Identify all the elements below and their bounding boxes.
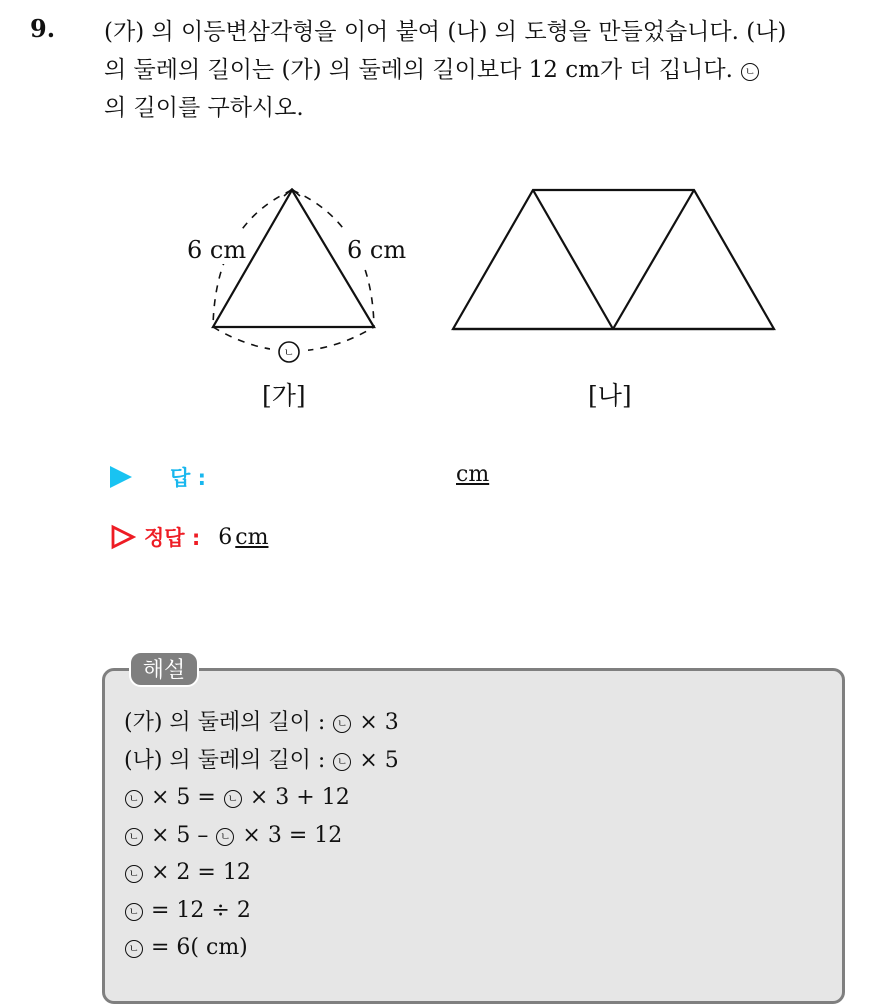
explanation-line-3 — [124, 779, 399, 817]
answer-row — [110, 462, 206, 492]
explanation-lines — [124, 704, 399, 967]
question-text — [104, 13, 864, 127]
text-part: × 3 — [359, 710, 399, 735]
explanation-line-7 — [124, 929, 399, 967]
text-part: × 2 = 12 — [151, 860, 251, 885]
outline-arrow-icon — [110, 524, 136, 550]
explanation-line-6 — [124, 892, 399, 930]
text-part: = 12 ÷ 2 — [151, 897, 251, 923]
text-part: (나) 의 둘레의 길이 : — [124, 747, 326, 773]
correct-unit: cm — [235, 524, 269, 550]
circled-nieun-symbol: ㄴ — [125, 828, 143, 846]
question-line-3: 의 길이를 구하시오. — [104, 95, 304, 121]
text-part: (가) 의 둘레의 길이 : — [124, 710, 326, 735]
correct-answer-label: 정답 : — [144, 526, 201, 550]
base-symbol: ㄴ — [283, 346, 295, 359]
correct-number: 6 — [218, 524, 233, 550]
correct-answer-value — [218, 525, 268, 550]
circled-nieun-symbol: ㄴ — [333, 715, 351, 733]
explanation-tab: 해설 — [129, 651, 199, 687]
circled-nieun-symbol: ㄴ — [125, 903, 143, 921]
right-side-label: 6 cm — [347, 236, 407, 264]
explanation-line-5 — [124, 854, 399, 892]
question-line-2 — [104, 51, 864, 89]
explanation-line-1 — [124, 704, 399, 742]
text-part: × 5 – — [151, 822, 209, 848]
text-part: = 6( cm) — [151, 935, 248, 960]
correct-answer-row — [110, 522, 268, 552]
question-number: 9. — [30, 14, 56, 43]
figure-ga — [213, 189, 374, 351]
circled-nieun-symbol: ㄴ — [333, 753, 351, 771]
triangle-figures — [0, 170, 884, 370]
text-part: × 5 — [359, 747, 399, 773]
left-side-label: 6 cm — [187, 236, 247, 264]
text-part: × 3 = 12 — [242, 822, 343, 848]
caption-ga: [가] — [262, 381, 306, 410]
circled-nieun-symbol: ㄴ — [125, 940, 143, 958]
explanation-line-2 — [124, 742, 399, 780]
text-part: × 5 = — [151, 785, 216, 810]
figure-na — [453, 190, 774, 329]
question-line-2-text: 의 둘레의 길이는 (가) 의 둘레의 길이보다 12 cm가 더 깁니다. — [104, 57, 733, 83]
play-arrow-icon — [110, 466, 132, 488]
circled-nieun-symbol: ㄴ — [125, 790, 143, 808]
circled-nieun-symbol: ㄴ — [125, 865, 143, 883]
circled-nieun-symbol: ㄴ — [224, 790, 242, 808]
answer-unit: cm — [456, 462, 490, 487]
caption-na: [나] — [588, 381, 632, 410]
answer-label: 답 : — [170, 466, 206, 490]
circled-nieun-symbol: ㄴ — [216, 828, 234, 846]
question-line-1: (가) 의 이등변삼각형을 이어 붙여 (나) 의 도형을 만들었습니다. (나) — [104, 19, 787, 45]
text-part: × 3 + 12 — [249, 785, 350, 810]
inner-edge-1 — [533, 190, 613, 329]
trapezoid-outline — [453, 190, 774, 329]
circled-nieun-symbol: ㄴ — [741, 63, 759, 81]
explanation-line-4 — [124, 817, 399, 855]
inner-edge-2 — [613, 190, 694, 329]
